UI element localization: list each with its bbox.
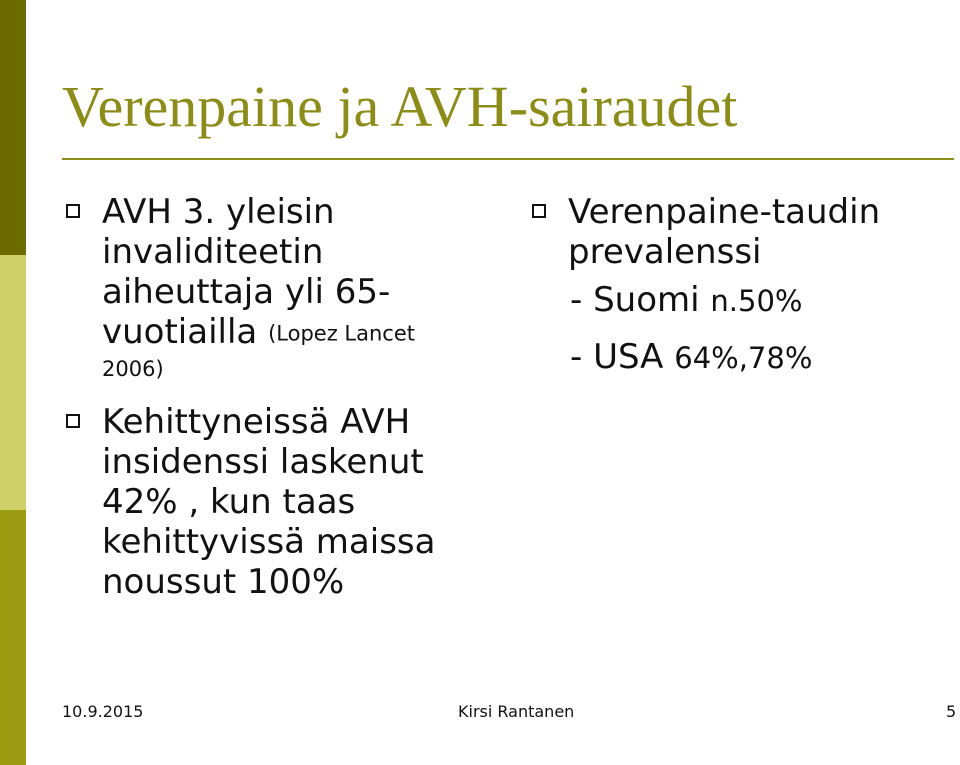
sub-item-label: - USA [570,337,664,377]
sidebar-segment-bottom [0,510,26,765]
bullet-item [528,192,948,272]
bullet-item [62,402,482,602]
right-column [528,192,948,386]
sub-item-label: - Suomi [570,280,700,320]
sub-item-value: 64%,78% [674,341,813,375]
left-column [62,192,482,602]
sidebar-color-bar [0,0,26,765]
sidebar-segment-middle [0,255,26,510]
bullet-text: Verenpaine-taudin prevalenssi [568,192,881,272]
sub-item-suomi [528,272,948,329]
citation-text: (Lopez Lancet [268,321,415,346]
sidebar-segment-top [0,0,26,255]
sub-item-value: n.50% [710,284,803,318]
bullet-item [62,192,482,386]
footer-page-number: 5 [946,702,957,721]
sub-item-usa [528,329,948,386]
square-bullet-icon [66,414,80,428]
square-bullet-icon [532,204,546,218]
footer-author: Kirsi Rantanen [458,702,575,721]
bullet-text: AVH 3. yleisin invaliditeetin aiheuttaja yli 65-vuotiailla [102,192,391,352]
title-divider [62,158,954,160]
bullet-text: Kehittyneissä AVH insidenssi laskenut 42% , kun taas kehittyvissä maissa noussut 100% [102,402,436,602]
citation-year: 2006) [102,357,164,381]
slide-title: Verenpaine ja AVH-sairaudet [62,74,738,139]
footer-date: 10.9.2015 [62,702,144,721]
square-bullet-icon [66,204,80,218]
